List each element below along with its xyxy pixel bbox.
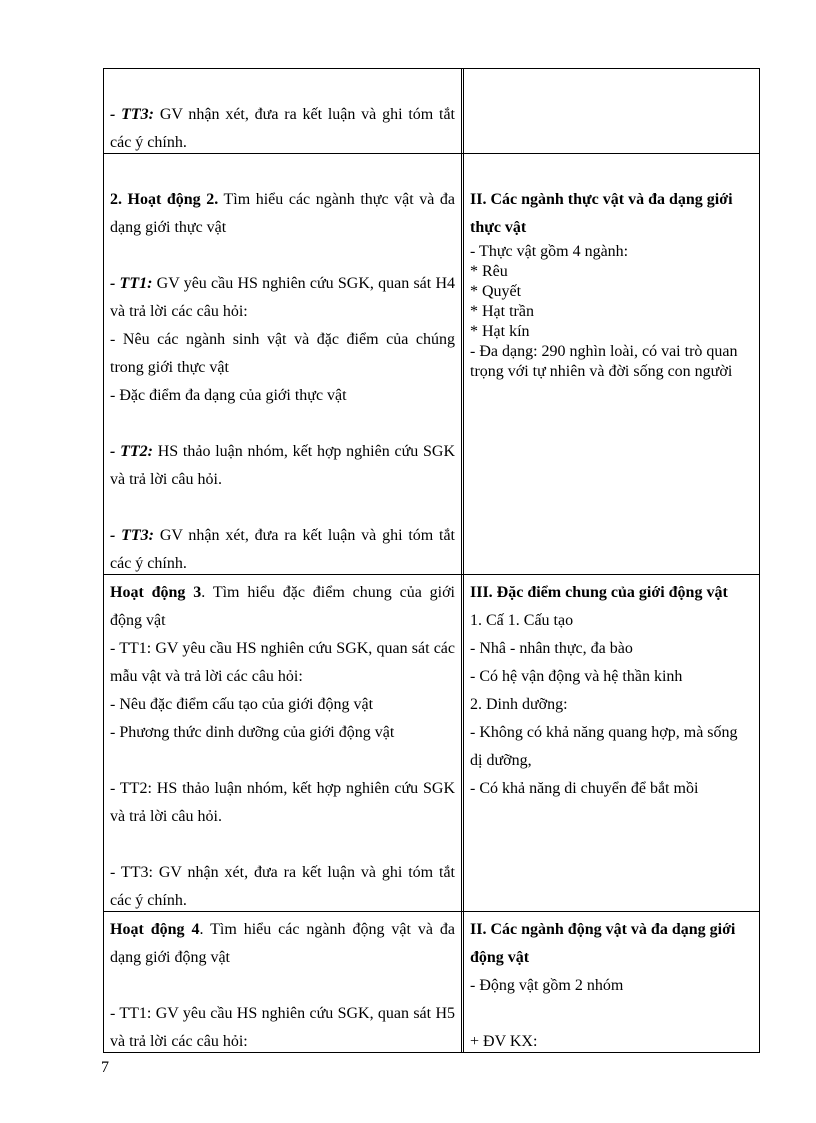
- question-item: - Đặc điểm đa dạng của giới thực vật: [110, 387, 347, 404]
- section-title: II. Các ngành động vật và đa dạng giới động vật: [470, 921, 736, 966]
- section-title: II. Các ngành thực vật và đa dạng giới thực vật: [470, 191, 733, 236]
- table-row: [103, 574, 760, 911]
- content-line: - Nhâ - nhân thực, đa bào: [470, 640, 633, 657]
- content-line: 2. Dinh dưỡng:: [470, 696, 568, 713]
- tt1-paragraph: - TT1: GV yêu cầu HS nghiên cứu SGK, quan sát H4 và trả lời các câu hỏi:: [110, 275, 456, 320]
- activity-heading: Hoạt động 3. Tìm hiểu đặc điểm chung của giới động vật: [110, 584, 455, 629]
- content-line: - Không có khả năng quang hợp, mà sống dị dưỡng,: [470, 724, 738, 769]
- tt3-paragraph: - TT3: GV nhận xét, đưa ra kết luận và ghi tóm tắt các ý chính.: [110, 527, 456, 572]
- content-cell: [461, 912, 759, 1052]
- activity-cell: [104, 154, 461, 574]
- tt2-paragraph: - TT2: HS thảo luận nhóm, kết hợp nghiên cứu SGK và trả lời câu hỏi.: [110, 780, 455, 825]
- page-number: 7: [101, 1059, 109, 1076]
- content-line: - Động vật gồm 2 nhóm: [470, 977, 624, 994]
- content-cell: [461, 575, 759, 911]
- question-item: - Phương thức dinh dưỡng của giới động vật: [110, 724, 395, 741]
- content-line: - Có khả năng di chuyển để bắt mồi: [470, 780, 699, 797]
- question-item: - Nêu đặc điểm cấu tạo của giới động vật: [110, 696, 374, 713]
- content-line: + ĐV KX:: [470, 1033, 538, 1050]
- content-cell: [461, 69, 759, 153]
- content-line: 1. Cấ 1. Cấu tạo: [470, 612, 574, 629]
- question-item: - Nêu các ngành sinh vật và đặc điểm của chúng trong giới thực vật: [110, 331, 455, 376]
- tt1-paragraph: - TT1: GV yêu cầu HS nghiên cứu SGK, quan sát H5 và trả lời các câu hỏi:: [110, 1005, 455, 1050]
- activity-cell: [104, 575, 461, 911]
- section-title: III. Đặc điểm chung của giới động vật: [470, 584, 728, 601]
- tt3-paragraph: - TT3: GV nhận xét, đưa ra kết luận và ghi tóm tắt các ý chính.: [110, 106, 456, 151]
- activity-heading: Hoạt động 4. Tìm hiểu các ngành động vật và đa dạng giới động vật: [110, 921, 456, 966]
- table-row: [103, 911, 760, 1053]
- table-row: [103, 68, 760, 153]
- content-line: * Rêu: [470, 263, 508, 280]
- activity-cell: [104, 69, 461, 153]
- content-cell: [461, 154, 759, 574]
- activity-cell: [104, 912, 461, 1052]
- content-line: * Hạt kín: [470, 323, 530, 340]
- content-line: * Hạt trần: [470, 303, 534, 320]
- tt3-paragraph: - TT3: GV nhận xét, đưa ra kết luận và ghi tóm tắt các ý chính.: [110, 864, 455, 909]
- tt1-paragraph: - TT1: GV yêu cầu HS nghiên cứu SGK, quan sát các mẫu vật và trả lời các câu hỏi:: [110, 640, 455, 685]
- content-line: * Quyết: [470, 283, 522, 300]
- content-line: - Có hệ vận động và hệ thần kinh: [470, 668, 683, 685]
- content-line: - Thực vật gồm 4 ngành:: [470, 243, 629, 260]
- lesson-table: [103, 68, 760, 1053]
- content-line: - Đa dạng: 290 nghìn loài, có vai trò quan trọng với tự nhiên và đời sống con người: [470, 343, 738, 380]
- table-row: [103, 153, 760, 574]
- activity-heading: 2. Hoạt động 2. Tìm hiểu các ngành thực vật và đa dạng giới thực vật: [110, 191, 456, 236]
- tt2-paragraph: - TT2: HS thảo luận nhóm, kết hợp nghiên cứu SGK và trả lời câu hỏi.: [110, 443, 456, 488]
